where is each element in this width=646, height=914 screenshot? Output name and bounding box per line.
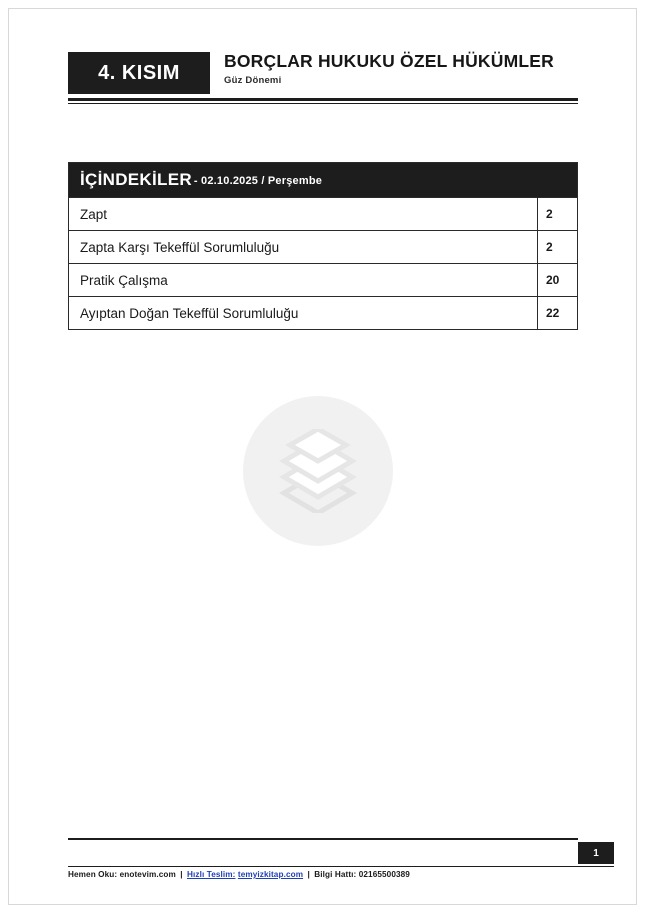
footer-info-value: 02165500389 — [358, 870, 410, 879]
footer-divider — [68, 838, 578, 840]
header-divider-thin — [68, 103, 578, 104]
header-divider-thick — [68, 98, 578, 101]
toc-entry-page: 2 — [537, 198, 577, 230]
page-number-badge — [578, 842, 614, 864]
table-row[interactable] — [69, 230, 577, 263]
footer-separator: | — [307, 870, 310, 879]
toc-header — [69, 163, 577, 197]
table-row[interactable] — [69, 296, 577, 329]
toc-entry-page: 20 — [537, 264, 577, 296]
footer-separator: | — [180, 870, 183, 879]
footer-read-value: enotevim.com — [119, 870, 176, 879]
page-number: 1 — [593, 847, 599, 859]
footer-contact-bar — [68, 870, 614, 879]
table-row[interactable] — [69, 197, 577, 230]
toc-entry-label: Pratik Çalışma — [80, 272, 168, 288]
toc-entry-label: Ayıptan Doğan Tekeffül Sorumluluğu — [80, 305, 299, 321]
toc-entry-label: Zapta Karşı Tekeffül Sorumluluğu — [80, 239, 280, 255]
footer-divider-thin — [68, 866, 614, 867]
toc-heading: İÇİNDEKİLER — [80, 170, 192, 189]
toc-entry-label: Zapt — [80, 206, 108, 222]
footer-read-label: Hemen Oku: — [68, 870, 118, 879]
toc-entry-page: 2 — [537, 231, 577, 263]
footer-info-label: Bilgi Hattı: — [314, 870, 357, 879]
watermark-circle — [243, 396, 393, 546]
document-header — [68, 52, 578, 108]
section-badge — [68, 52, 210, 94]
table-row[interactable] — [69, 263, 577, 296]
header-text-block — [224, 52, 578, 86]
section-badge-label: 4. KISIM — [98, 61, 180, 84]
footer-delivery-link[interactable]: temyizkitap.com — [237, 870, 304, 879]
document-subtitle: Güz Dönemi — [224, 75, 282, 87]
toc-heading-meta: - 02.10.2025 / Perşembe — [193, 175, 323, 187]
document-title: BORÇLAR HUKUKU ÖZEL HÜKÜMLER — [224, 51, 554, 71]
footer-delivery-label[interactable]: Hızlı Teslim: — [187, 870, 236, 879]
layers-icon — [278, 429, 358, 513]
toc-entry-page: 22 — [537, 297, 577, 329]
table-of-contents — [68, 162, 578, 330]
